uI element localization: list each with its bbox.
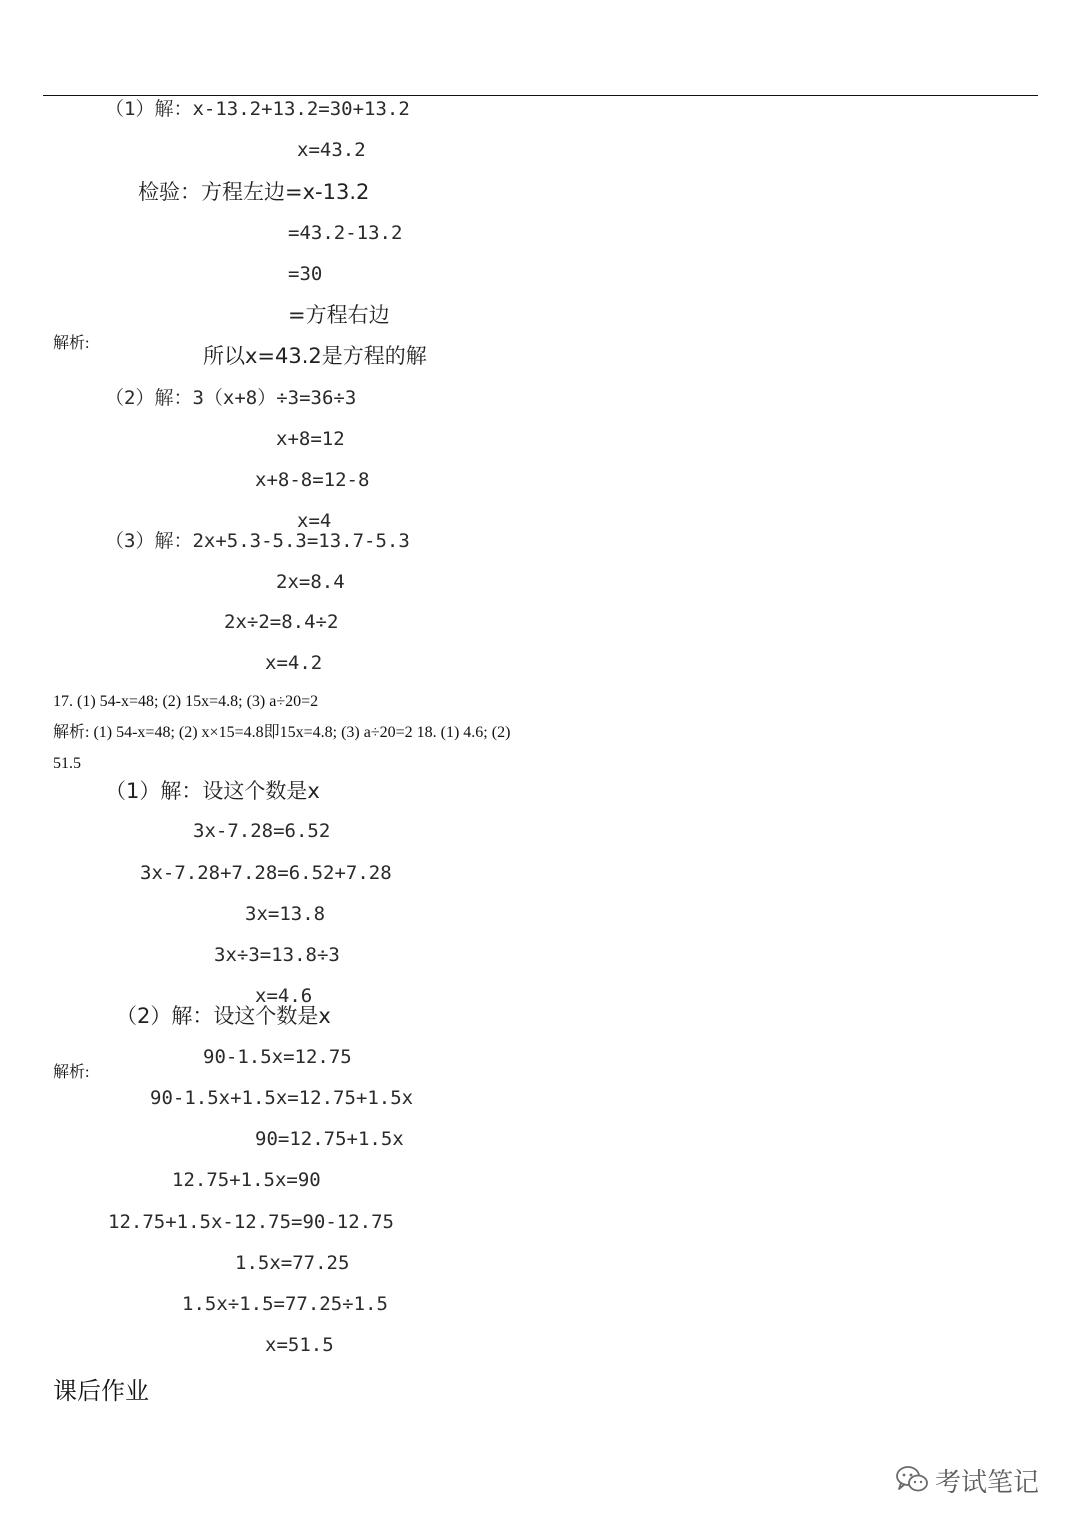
text-line: 90-1.5x+1.5x=12.75+1.5x xyxy=(150,1087,414,1109)
text-line: 1.5x=77.25 xyxy=(235,1252,350,1274)
text-line: 12.75+1.5x=90 xyxy=(172,1169,321,1191)
text-line: 90=12.75+1.5x xyxy=(255,1128,404,1150)
text-line: （3）解：2x+5.3-5.3=13.7-5.3 xyxy=(105,530,410,552)
text-line: （2）解：设这个数是x xyxy=(116,1004,331,1028)
watermark xyxy=(895,1462,1039,1499)
text-line: 1.5x÷1.5=77.25÷1.5 xyxy=(182,1293,388,1315)
text-line: 解析: (1) 54-x=48; (2) x×15=4.8即15x=4.8; (3) a÷20=2 18. (1) 4.6; (2) xyxy=(53,724,511,741)
text-line: 51.5 xyxy=(53,755,81,772)
wechat-logo-icon xyxy=(895,1464,929,1498)
text-line: 3x=13.8 xyxy=(245,903,326,925)
text-line: 90-1.5x=12.75 xyxy=(203,1046,352,1068)
text-line: 解析: xyxy=(53,335,90,352)
text-line: x=4.6 xyxy=(255,985,313,1007)
text-line: 3x-7.28+7.28=6.52+7.28 xyxy=(140,862,392,884)
text-line: （1）解：x-13.2+13.2=30+13.2 xyxy=(105,98,410,120)
section-heading: 课后作业 xyxy=(53,1377,149,1405)
text-line: x=4 xyxy=(297,510,332,532)
text-line: =方程右边 xyxy=(288,303,390,327)
text-line: 12.75+1.5x-12.75=90-12.75 xyxy=(108,1211,394,1233)
text-line: 检验：方程左边=x-13.2 xyxy=(138,180,370,204)
text-line: 解析: xyxy=(53,1064,90,1081)
text-line: （1）解：设这个数是x xyxy=(105,779,320,803)
text-line: 3x-7.28=6.52 xyxy=(193,820,331,842)
text-line: x=4.2 xyxy=(265,652,323,674)
text-line: x=51.5 xyxy=(265,1334,334,1356)
text-line: （2）解：3（x+8）÷3=36÷3 xyxy=(105,387,357,409)
header-rule xyxy=(43,95,1038,96)
text-line: =30 xyxy=(288,263,323,285)
text-line: 3x÷3=13.8÷3 xyxy=(214,944,340,966)
text-line: 2x÷2=8.4÷2 xyxy=(224,611,339,633)
text-line: 2x=8.4 xyxy=(276,571,345,593)
text-line: =43.2-13.2 xyxy=(288,222,403,244)
text-line: x=43.2 xyxy=(297,139,366,161)
watermark-text: 考试笔记 xyxy=(935,1468,1040,1498)
text-line: x+8-8=12-8 xyxy=(255,469,370,491)
text-line: 17. (1) 54-x=48; (2) 15x=4.8; (3) a÷20=2 xyxy=(53,693,319,710)
text-line: 所以x=43.2是方程的解 xyxy=(203,344,427,368)
text-line: x+8=12 xyxy=(276,428,345,450)
